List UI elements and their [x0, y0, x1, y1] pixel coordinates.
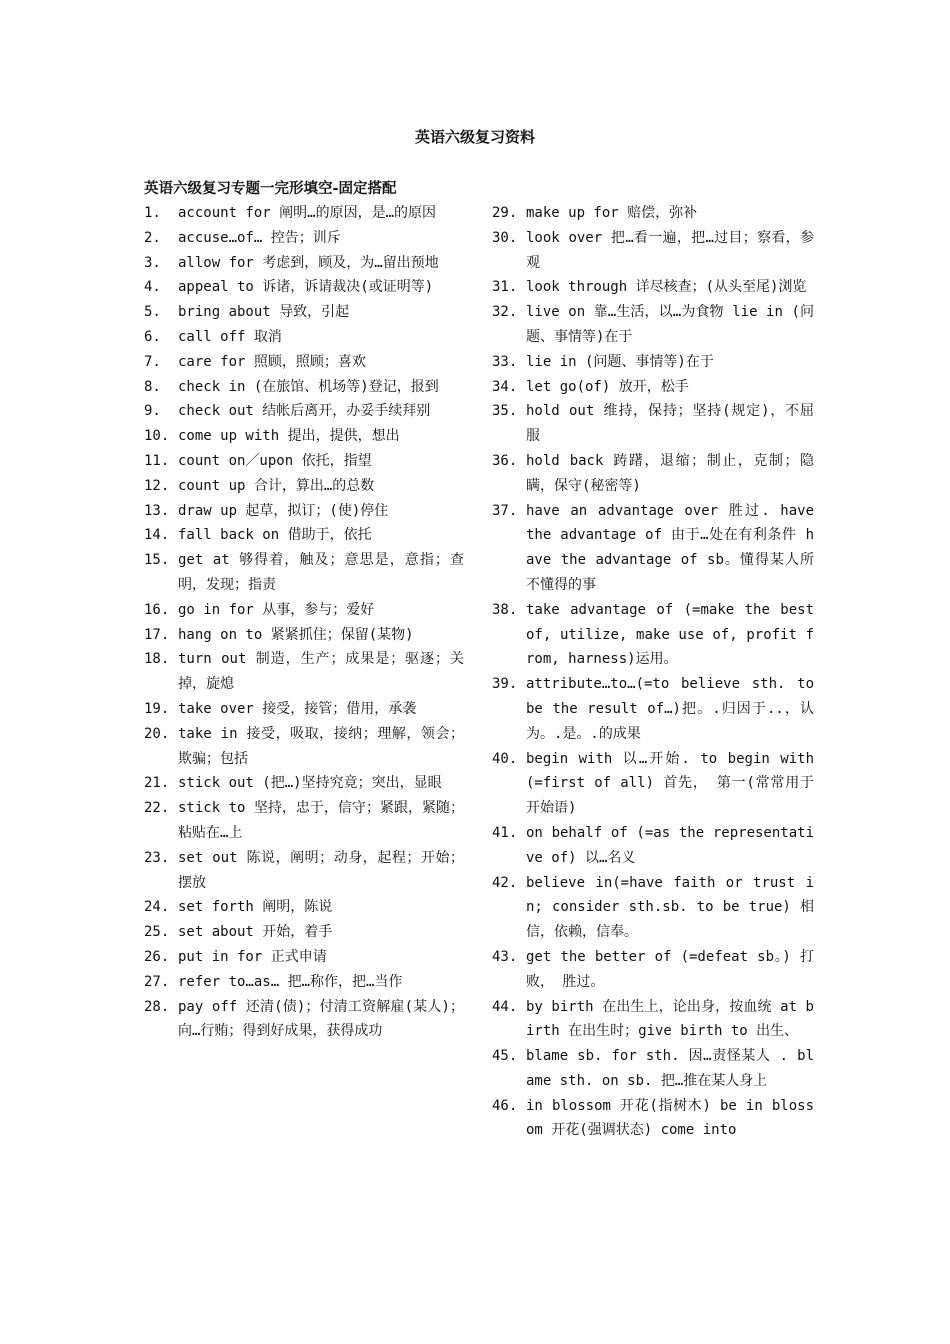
entry-number: 36. [492, 452, 518, 469]
entry-number: 3. [144, 254, 161, 271]
phrase-entry [144, 474, 464, 499]
entry-number: 16. [144, 601, 170, 618]
entry-text: allow for 考虑到，顾及，为…留出预地 [178, 254, 439, 271]
entry-number: 23. [144, 849, 170, 866]
entry-text: appeal to 诉诸，诉请裁决(或证明等) [178, 279, 434, 296]
entry-text: put in for 正式申请 [178, 948, 327, 965]
phrase-entry [144, 697, 464, 722]
entry-number: 28. [144, 998, 170, 1015]
entry-text: have an advantage over 胜过. have the advantage of 由于…处在有利条件 have the advantage of sb。懂得某人所不懂得的事 [526, 502, 814, 593]
entry-text: attribute…to…(=to believe sth. to be the result of…)把。.归因于..，认为。.是。.的成果 [526, 676, 814, 742]
entry-number: 8. [144, 378, 161, 395]
entry-text: check in (在旅馆、机场等)登记，报到 [178, 378, 439, 395]
phrase-entry [492, 201, 814, 226]
entry-text: in blossom 开花(指树木) be in blossom 开花(强调状态) come into [526, 1097, 814, 1139]
entry-text: stick to 坚持，忠于，信守；紧跟，紧随；粘贴在…上 [178, 800, 464, 841]
phrase-entry [144, 895, 464, 920]
phrase-entry [144, 201, 464, 226]
entry-text: turn out 制造，生产；成果是；驱逐；关掉，旋熄 [178, 651, 464, 693]
entry-text: take in 接受，吸取，接纳；理解，领会；欺骗；包括 [178, 725, 464, 767]
entry-number: 30. [492, 229, 518, 246]
phrase-entry [144, 722, 464, 772]
entry-text: draw up 起草，拟订；(使)停住 [178, 502, 389, 519]
entry-number: 45. [492, 1048, 518, 1065]
entry-text: bring about 导致，引起 [178, 304, 350, 321]
entry-text: get at 够得着，触及；意思是，意指；查明，发现；指责 [178, 552, 464, 593]
entry-text: set out 陈说，阐明；动身，起程；开始；摆放 [178, 849, 464, 891]
phrase-entry [492, 871, 814, 945]
phrase-entry [144, 970, 464, 995]
phrase-entry [492, 1044, 814, 1094]
entry-number: 10. [144, 428, 170, 445]
phrase-entry [144, 623, 464, 648]
phrase-entry [492, 1094, 814, 1144]
entry-number: 7. [144, 353, 161, 370]
entry-number: 25. [144, 924, 170, 941]
phrase-entry [144, 846, 464, 896]
entry-number: 35. [492, 403, 518, 420]
entry-number: 31. [492, 279, 518, 296]
entry-number: 13. [144, 502, 170, 519]
entry-text: account for 阐明…的原因，是…的原因 [178, 205, 437, 221]
phrase-entry [144, 449, 464, 474]
phrase-entry [144, 399, 464, 424]
entry-number: 1. [144, 205, 161, 221]
entry-number: 12. [144, 477, 170, 494]
phrase-entry [144, 424, 464, 449]
right-column [492, 201, 814, 1143]
phrase-entry [144, 275, 464, 300]
phrase-entry [492, 499, 814, 598]
entry-text: stick out (把…)坚持究竟；突出，显眼 [178, 775, 442, 792]
phrase-entry [144, 300, 464, 325]
phrase-entry [492, 672, 814, 746]
phrase-entry [144, 226, 464, 251]
entry-number: 21. [144, 775, 170, 792]
phrase-entry [492, 275, 814, 300]
phrase-entry [144, 325, 464, 350]
entry-number: 46. [492, 1097, 518, 1114]
entry-text: blame sb. for sth. 因…责怪某人 . blame sth. on sb. 把…推在某人身上 [526, 1048, 814, 1089]
document-title: 英语六级复习资料 [414, 128, 535, 146]
entry-text: hold out 维持，保持；坚持(规定)，不屈服 [526, 403, 814, 445]
phrase-entry [144, 523, 464, 548]
phrase-entry [144, 350, 464, 375]
entry-text: pay off 还清(债)；付清工资解雇(某人)；向…行贿；得到好成果，获得成功 [178, 998, 464, 1040]
phrase-entry [144, 771, 464, 796]
entry-number: 29. [492, 205, 518, 221]
entry-text: live on 靠…生活，以…为食物 lie in (问题、事情等)在于 [526, 304, 814, 345]
phrase-entry [492, 747, 814, 821]
phrase-entry [492, 945, 814, 995]
entry-text: look over 把…看一遍，把…过目；察看，参观 [526, 229, 814, 271]
entry-number: 44. [492, 998, 518, 1015]
entry-number: 4. [144, 279, 161, 296]
phrase-entry [144, 647, 464, 697]
entry-number: 14. [144, 527, 170, 544]
entry-number: 40. [492, 750, 518, 767]
entry-text: begin with 以…开始. to begin with (=first of all) 首先， 第一(常常用于开始语) [526, 750, 814, 817]
entry-text: hold back 踌躇，退缩；制止，克制；隐瞒，保守(秘密等) [526, 452, 814, 494]
entry-number: 9. [144, 403, 161, 420]
entry-number: 15. [144, 552, 170, 569]
entry-text: make up for 赔偿，弥补 [526, 205, 698, 221]
entry-text: count up 合计，算出…的总数 [178, 477, 375, 494]
phrase-entry [492, 226, 814, 276]
left-column [144, 201, 464, 1044]
phrase-entry [492, 350, 814, 375]
phrase-entry [492, 449, 814, 499]
entry-number: 20. [144, 725, 170, 742]
phrase-entry [492, 399, 814, 449]
phrase-entry [144, 499, 464, 524]
entry-text: fall back on 借助于，依托 [178, 527, 372, 544]
phrase-entry [492, 598, 814, 672]
entry-text: get the better of (=defeat sb。) 打败， 胜过。 [526, 948, 814, 990]
entry-text: lie in (问题、事情等)在于 [526, 353, 714, 370]
entry-text: count on／upon 依托，指望 [178, 452, 372, 469]
entry-text: call off 取消 [178, 328, 282, 345]
entry-number: 34. [492, 378, 518, 395]
entry-text: come up with 提出，提供，想出 [178, 428, 400, 445]
entry-number: 27. [144, 973, 170, 990]
entry-text: set forth 阐明，陈说 [178, 899, 333, 916]
entry-text: check out 结帐后离开，办妥手续拜别 [178, 403, 431, 420]
entry-number: 32. [492, 304, 518, 321]
phrase-entry [492, 375, 814, 400]
entry-number: 41. [492, 824, 518, 841]
phrase-entry [144, 251, 464, 276]
phrase-entry [144, 995, 464, 1045]
entry-text: by birth 在出生上，论出身，按血统 at birth 在出生时；give birth to 出生、 [526, 998, 814, 1040]
entry-number: 42. [492, 874, 518, 891]
entry-number: 2. [144, 229, 161, 246]
phrase-entry [144, 796, 464, 846]
entry-number: 6. [144, 328, 161, 345]
entry-text: care for 照顾，照顾；喜欢 [178, 353, 366, 370]
phrase-entry [144, 598, 464, 623]
entry-text: go in for 从事，参与；爱好 [178, 601, 375, 618]
entry-text: believe in(=have faith or trust in; consider sth.sb. to be true) 相信，依赖，信奉。 [526, 874, 814, 941]
entry-text: hang on to 紧紧抓住；保留(某物) [178, 626, 414, 643]
phrase-entry [144, 920, 464, 945]
entry-text: let go(of) 放开，松手 [526, 378, 689, 395]
phrase-entry [144, 945, 464, 970]
entry-number: 17. [144, 626, 170, 643]
entry-number: 24. [144, 899, 170, 916]
entry-number: 22. [144, 800, 170, 817]
phrase-entry [144, 375, 464, 400]
entry-text: accuse…of… 控告；训斥 [178, 229, 341, 246]
entry-text: refer to…as… 把…称作，把…当作 [178, 973, 403, 990]
entry-number: 19. [144, 700, 170, 717]
entry-number: 37. [492, 502, 518, 519]
entry-text: look through 详尽核查；(从头至尾)浏览 [526, 279, 807, 296]
phrase-entry [492, 821, 814, 871]
section-heading: 英语六级复习专题一完形填空-固定搭配 [144, 181, 397, 197]
entry-number: 43. [492, 948, 518, 965]
entry-text: take over 接受，接管；借用，承袭 [178, 700, 417, 717]
entry-number: 11. [144, 452, 170, 469]
entry-text: take advantage of (=make the best of, utilize, make use of, profit from, harness)运用。 [526, 601, 814, 668]
entry-number: 26. [144, 948, 170, 965]
entry-number: 18. [144, 651, 170, 668]
entry-number: 33. [492, 353, 518, 370]
entry-text: on behalf of (=as the representative of) 以…名义 [526, 824, 814, 866]
entry-text: set about 开始，着手 [178, 924, 333, 941]
entry-number: 39. [492, 676, 518, 693]
phrase-entry [492, 995, 814, 1045]
entry-number: 38. [492, 601, 518, 618]
phrase-entry [144, 548, 464, 598]
entry-number: 5. [144, 304, 161, 321]
phrase-entry [492, 300, 814, 350]
